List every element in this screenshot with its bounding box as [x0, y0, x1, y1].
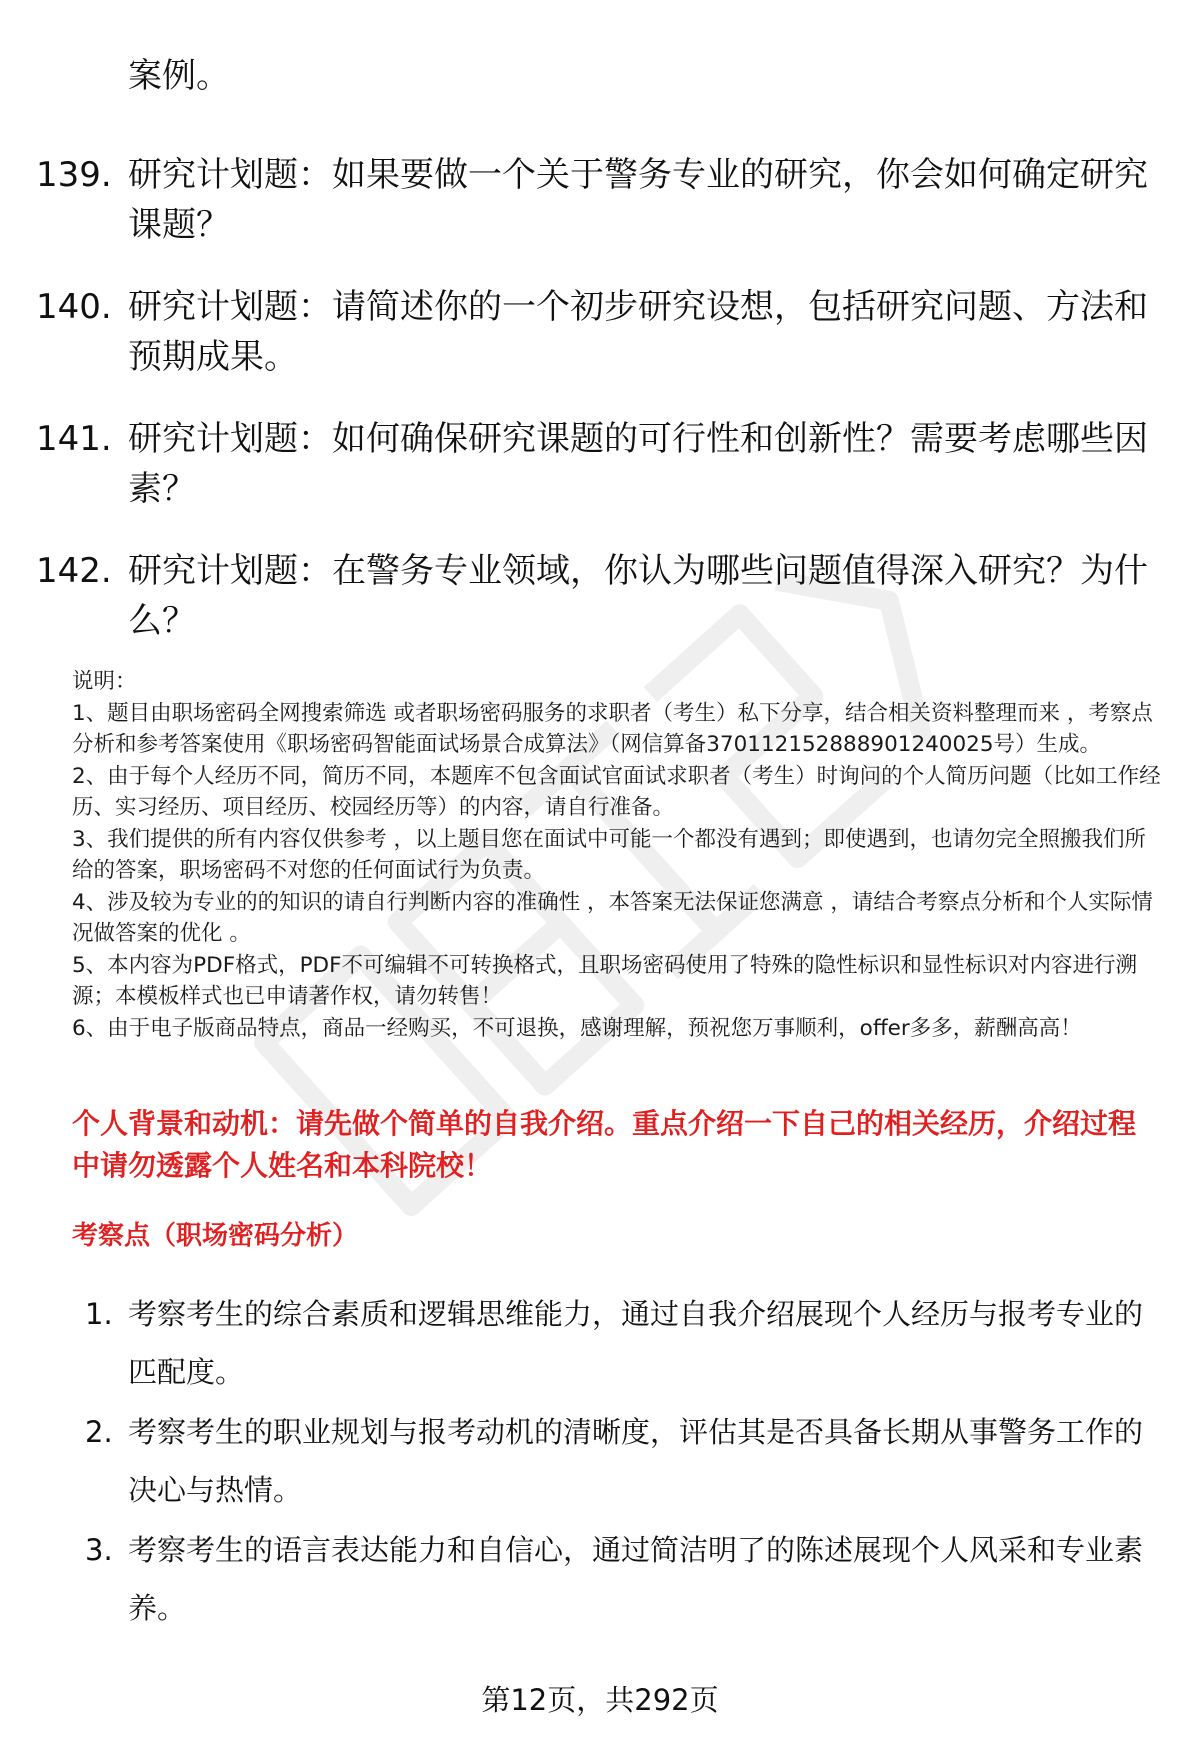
previous-question-continuation: 案例。 [128, 56, 230, 96]
analysis-point-number: 3. [85, 1533, 113, 1567]
page-footer: 第12页，共292页 [481, 1683, 719, 1717]
note-item: 3、我们提供的所有内容仅供参考 ，以上题目您在面试中可能一个都没有遇到；即使遇到，也请勿完全照搬我们所给的答案，职场密码不对您的任何面试行为负责。 [72, 826, 1147, 883]
question-number: 139. [36, 155, 112, 195]
question-text: 研究计划题：如果要做一个关于警务专业的研究，你会如何确定研究课题？ [128, 155, 1148, 245]
question-item [36, 414, 1156, 514]
analysis-points-list [70, 1285, 1150, 1639]
note-item: 6、由于电子版商品特点，商品一经购买，不可退换，感谢理解，预祝您万事顺利，offer多多，薪酬高高！ [72, 1015, 1082, 1041]
note-item: 1、题目由职场密码全网搜索筛选 或者职场密码服务的求职者（考生）私下分享，结合相关资料整理而来 ，考察点分析和参考答案使用《职场密码智能面试场景合成算法》（网信算备370112152888901240025号）生成。 [72, 700, 1153, 757]
question-number: 140. [36, 287, 112, 327]
question-text: 研究计划题：在警务专业领域，你认为哪些问题值得深入研究？为什么？ [128, 551, 1148, 641]
disclaimer-notes [72, 666, 1162, 1044]
note-item: 5、本内容为PDF格式，PDF不可编辑不可转换格式，且职场密码使用了特殊的隐性标识和显性标识对内容进行溯源；本模板样式也已申请著作权，请勿转售！ [72, 952, 1137, 1009]
question-number: 141. [36, 419, 112, 459]
section-heading: 个人背景和动机：请先做个简单的自我介绍。重点介绍一下自己的相关经历，介绍过程中请勿透露个人姓名和本科院校！ [72, 1107, 1137, 1182]
analysis-point-number: 2. [85, 1415, 113, 1449]
question-text: 研究计划题：请简述你的一个初步研究设想，包括研究问题、方法和预期成果。 [128, 287, 1148, 377]
question-number: 142. [36, 551, 112, 591]
note-item: 2、由于每个人经历不同，简历不同，本题库不包含面试官面试求职者（考生）时询问的个人简历问题（比如工作经历、实习经历、项目经历、校园经历等）的内容，请自行准备。 [72, 763, 1161, 820]
analysis-point [70, 1521, 1150, 1637]
question-list [36, 52, 1156, 678]
analysis-heading: 考察点（职场密码分析） [72, 1221, 359, 1251]
analysis-point-text: 考察考生的语言表达能力和自信心，通过简洁明了的陈述展现个人风采和专业素养。 [128, 1533, 1144, 1625]
analysis-point-number: 1. [85, 1297, 113, 1331]
analysis-point [70, 1285, 1150, 1401]
question-text: 研究计划题：如何确保研究课题的可行性和创新性？需要考虑哪些因素？ [128, 419, 1148, 509]
note-item: 4、涉及较为专业的的知识的请自行判断内容的准确性 ，本答案无法保证您满意 ，请结合考察点分析和个人实际情况做答案的优化 。 [72, 889, 1153, 946]
analysis-point-text: 考察考生的职业规划与报考动机的清晰度，评估其是否具备长期从事警务工作的决心与热情。 [128, 1415, 1144, 1507]
analysis-point [70, 1403, 1150, 1519]
analysis-point-text: 考察考生的综合素质和逻辑思维能力，通过自我介绍展现个人经历与报考专业的匹配度。 [128, 1297, 1144, 1389]
notes-title: 说明： [72, 669, 137, 694]
question-item [36, 150, 1156, 250]
question-item [36, 546, 1156, 646]
question-item [36, 282, 1156, 382]
